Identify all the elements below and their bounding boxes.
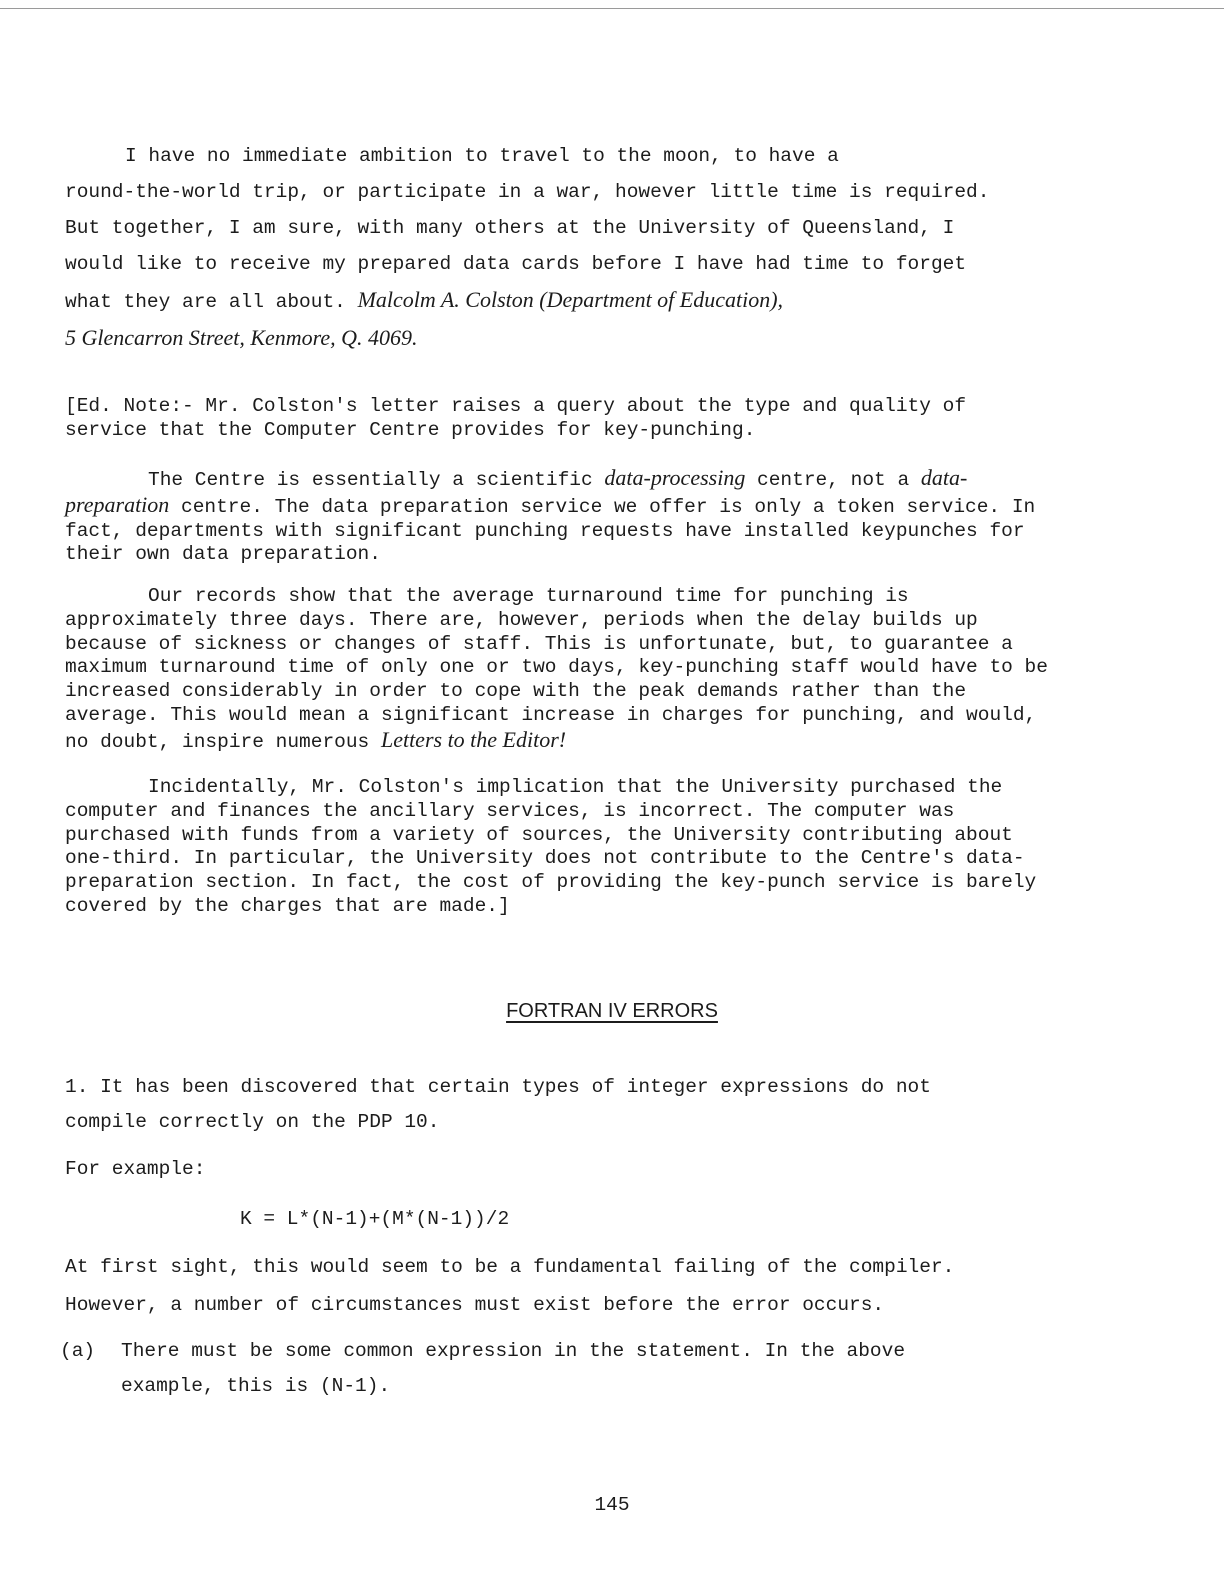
term-data-processing: data-processing bbox=[604, 465, 746, 490]
editor-note-para-3: Our records show that the average turnaround time for punching is approximately three days. There are, however, periods when the delay builds up because of sickness or changes of staff. This is unfortunate, but, to guarantee a maximum turnaround time of only one or two days, key-punching staff would have to be increased considerably in order to cope with the peak demands rather than the average. This would mean a significant increase in charges for punching, and would, no doubt, inspire numerous Letters to the Editor! bbox=[65, 585, 1048, 753]
editor-note-para-2: The Centre is essentially a scientific data-processing centre, not a data-preparation centre. The data preparation service we offer is only a token service. In fact, departments with significant punching requests have installed keypunches for their own data preparation. bbox=[65, 465, 1036, 566]
section-heading bbox=[0, 1000, 1224, 1023]
top-rule bbox=[0, 8, 1224, 9]
page-number: 145 bbox=[594, 1494, 630, 1516]
letter-paragraph bbox=[65, 138, 1055, 358]
letter-line: what they are all about. bbox=[65, 291, 346, 313]
example-label: For example: bbox=[65, 1158, 206, 1180]
signature-address: 5 Glencarron Street, Kenmore, Q. 4069. bbox=[65, 325, 418, 350]
section-heading-text: FORTRAN IV ERRORS bbox=[506, 1000, 718, 1022]
editor-note-para-1: [Ed. Note:- Mr. Colston's letter raises a query about the type and quality of service that the Computer Centre provides for key-punching. bbox=[65, 395, 967, 441]
letter-line: round-the-world trip, or participate in a war, however little time is required. bbox=[65, 181, 990, 203]
condition-a-label: (a) bbox=[60, 1340, 96, 1362]
letter-line: would like to receive my prepared data cards before I have had time to forget bbox=[65, 253, 967, 275]
condition-a-text: There must be some common expression in the statement. In the above example, this is (N-1). bbox=[121, 1340, 906, 1397]
letter-line: I have no immediate ambition to travel to the moon, to have a bbox=[125, 145, 839, 167]
term-data-preparation: data-preparation bbox=[65, 465, 968, 517]
letter-line: But together, I am sure, with many others at the University of Queensland, I bbox=[65, 217, 955, 239]
item-1-text: 1. It has been discovered that certain types of integer expressions do not compile correctly on the PDP 10. bbox=[65, 1076, 931, 1133]
editor-note-para-4: Incidentally, Mr. Colston's implication that the University purchased the computer and finances the ancillary services, is incorrect. The computer was purchased with funds from a variety of sources, the University contributing about one-third. In particular, the University does not contribute to the Centre's data-preparation section. In fact, the cost of providing the key-punch service is barely covered by the charges that are made.] bbox=[65, 776, 1037, 917]
first-sight-text: At first sight, this would seem to be a fundamental failing of the compiler. However, a number of circumstances must exist before the error occurs. bbox=[65, 1256, 955, 1316]
formula: K = L*(N-1)+(M*(N-1))/2 bbox=[240, 1208, 510, 1230]
letters-to-editor: Letters to the Editor! bbox=[380, 726, 567, 752]
signature-name: Malcolm A. Colston (Department of Education), bbox=[357, 287, 784, 312]
condition-a bbox=[60, 1334, 960, 1404]
